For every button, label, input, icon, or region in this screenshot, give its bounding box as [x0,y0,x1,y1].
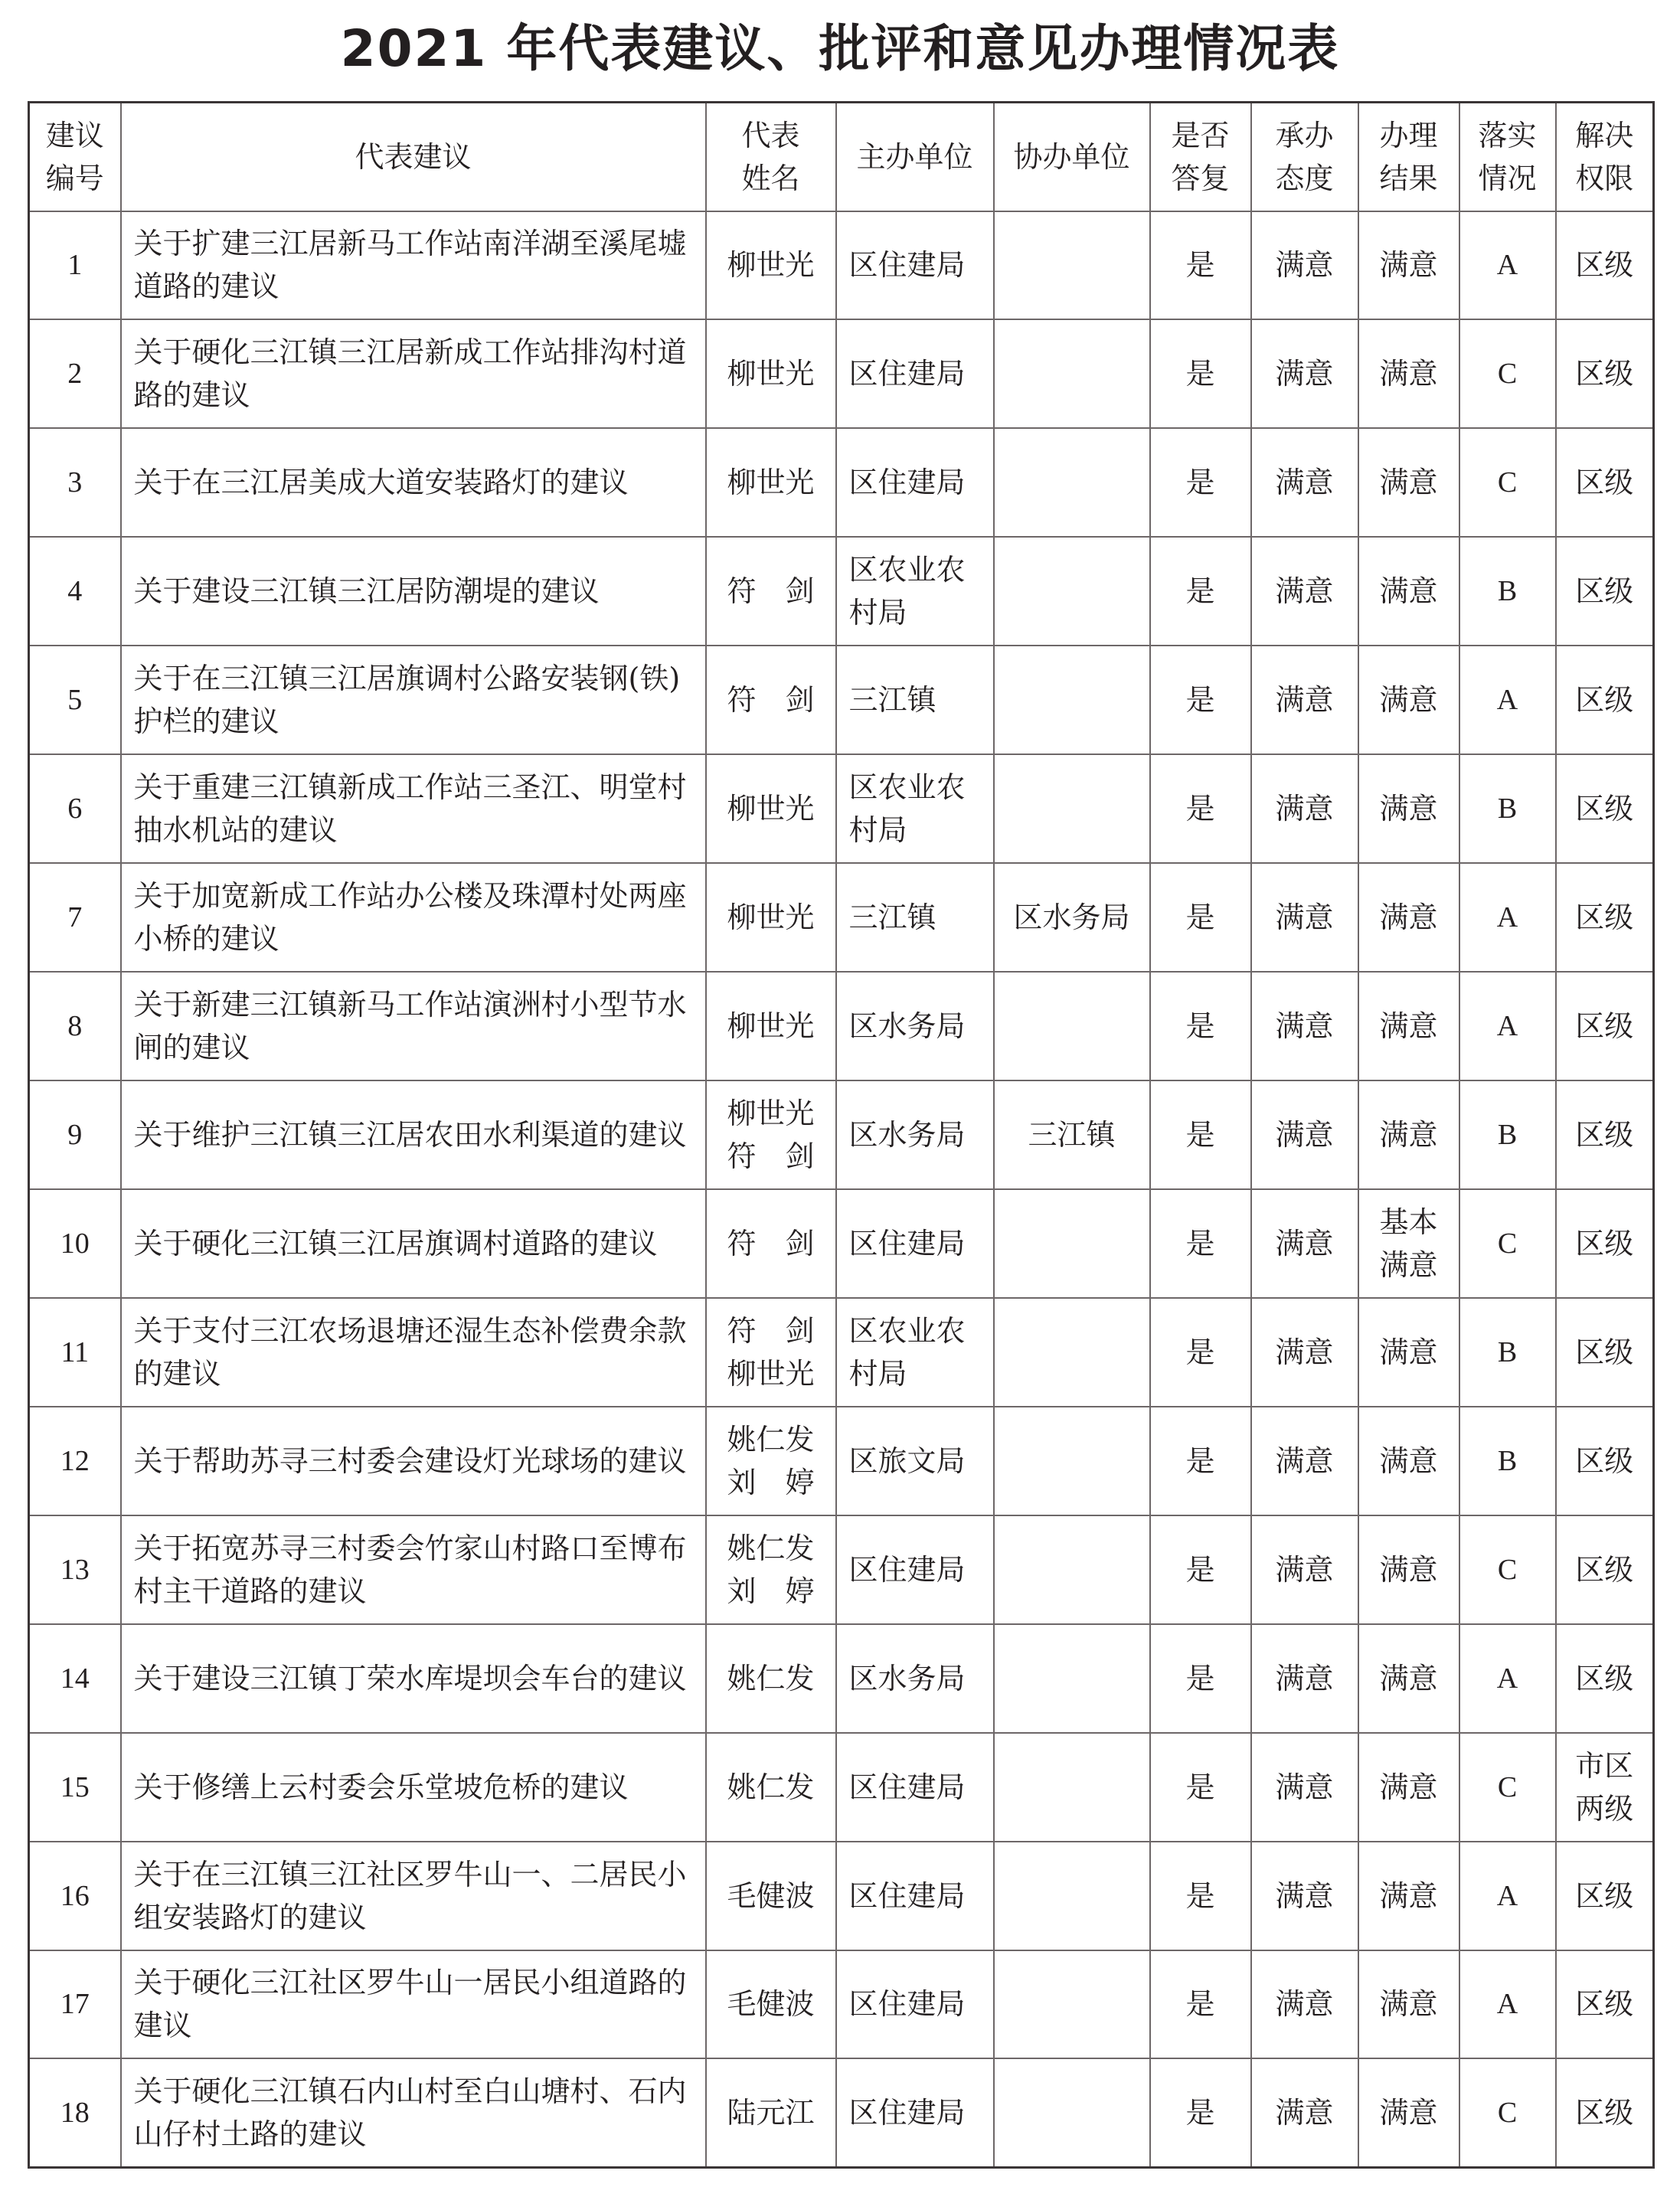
row-host-unit: 区住建局 [836,428,994,537]
row-cohost-unit: 区水务局 [994,863,1150,972]
row-implementation: C [1459,428,1556,537]
row-implementation: A [1459,211,1556,320]
representative-name: 柳世光 [727,901,815,935]
row-result: 满意 [1358,1733,1459,1842]
row-cohost-unit [994,537,1150,646]
table-row [29,1515,1654,1624]
row-id: 17 [29,1950,121,2059]
row-representatives [706,319,836,428]
row-replied: 是 [1150,972,1251,1080]
table-row [29,537,1654,646]
row-representatives [706,211,836,320]
row-cohost-unit [994,646,1150,754]
header-cohost: 协办单位 [994,103,1150,211]
row-content: 关于硬化三江镇三江居旗调村道路的建议 [121,1189,706,1298]
row-attitude: 满意 [1251,428,1358,537]
row-host-unit: 三江镇 [836,646,994,754]
row-host-unit: 区住建局 [836,1515,994,1624]
table-row [29,754,1654,863]
row-replied: 是 [1150,537,1251,646]
row-attitude: 满意 [1251,2058,1358,2167]
row-content: 关于加宽新成工作站办公楼及珠潭村处两座小桥的建议 [121,863,706,972]
row-authority: 区级 [1556,972,1654,1080]
row-id: 14 [29,1624,121,1733]
header-content: 代表建议 [121,103,706,211]
row-content: 关于硬化三江社区罗牛山一居民小组道路的建议 [121,1950,706,2059]
header-implementation: 落实 情况 [1459,103,1556,211]
row-content: 关于扩建三江居新马工作站南洋湖至溪尾墟道路的建议 [121,211,706,320]
table-row [29,646,1654,754]
table-row [29,2058,1654,2167]
table-row [29,1842,1654,1950]
row-host-unit: 区旅文局 [836,1407,994,1515]
row-result: 基本满意 [1358,1189,1459,1298]
row-content: 关于拓宽苏寻三村委会竹家山村路口至博布村主干道路的建议 [121,1515,706,1624]
row-host-unit: 区水务局 [836,1080,994,1189]
row-implementation: C [1459,1515,1556,1624]
row-replied: 是 [1150,754,1251,863]
row-attitude: 满意 [1251,1189,1358,1298]
row-replied: 是 [1150,1733,1251,1842]
row-authority: 区级 [1556,537,1654,646]
row-implementation: A [1459,1624,1556,1733]
row-host-unit: 区住建局 [836,1189,994,1298]
row-authority: 区级 [1556,1950,1654,2059]
row-content: 关于支付三江农场退塘还湿生态补偿费余款的建议 [121,1298,706,1407]
row-authority: 区级 [1556,1080,1654,1189]
row-replied: 是 [1150,428,1251,537]
row-cohost-unit [994,2058,1150,2167]
row-authority: 区级 [1556,211,1654,320]
row-result: 满意 [1358,211,1459,320]
row-attitude: 满意 [1251,1842,1358,1950]
row-cohost-unit [994,428,1150,537]
row-implementation: A [1459,1950,1556,2059]
row-result: 满意 [1358,428,1459,537]
representative-name: 符 剑 [727,683,815,718]
row-id: 13 [29,1515,121,1624]
row-replied: 是 [1150,1624,1251,1733]
representative-name: 符 剑 [727,1139,815,1173]
row-id: 8 [29,972,121,1080]
row-host-unit: 区农业农村局 [836,754,994,863]
page-title: 2021 年代表建议、批评和意见办理情况表 [340,19,1340,78]
row-representatives [706,1189,836,1298]
row-attitude: 满意 [1251,537,1358,646]
row-cohost-unit [994,1842,1150,1950]
representative-name: 姚仁发 [727,1770,815,1804]
row-cohost-unit [994,754,1150,863]
row-host-unit: 区住建局 [836,211,994,320]
row-authority: 区级 [1556,754,1654,863]
row-attitude: 满意 [1251,1515,1358,1624]
row-authority: 区级 [1556,1515,1654,1624]
row-authority: 区级 [1556,1298,1654,1407]
row-representatives [706,863,836,972]
row-result: 满意 [1358,754,1459,863]
table-row [29,1733,1654,1842]
header-result: 办理 结果 [1358,103,1459,211]
row-authority: 区级 [1556,2058,1654,2167]
row-id: 18 [29,2058,121,2167]
row-replied: 是 [1150,1189,1251,1298]
row-result: 满意 [1358,1080,1459,1189]
row-cohost-unit [994,319,1150,428]
representative-name: 符 剑 [727,1226,815,1260]
representative-name: 毛健波 [727,1878,815,1913]
representative-name: 柳世光 [727,1356,815,1391]
row-replied: 是 [1150,1515,1251,1624]
row-representatives [706,1624,836,1733]
table-header-row [29,103,1654,211]
row-representatives [706,1407,836,1515]
row-host-unit: 区住建局 [836,1950,994,2059]
row-attitude: 满意 [1251,1407,1358,1515]
row-implementation: B [1459,1407,1556,1515]
row-result: 满意 [1358,1407,1459,1515]
row-content: 关于建设三江镇丁荣水库堤坝会车台的建议 [121,1624,706,1733]
row-content: 关于修缮上云村委会乐堂坡危桥的建议 [121,1733,706,1842]
row-id: 6 [29,754,121,863]
header-authority: 解决 权限 [1556,103,1654,211]
row-id: 2 [29,319,121,428]
table-row [29,972,1654,1080]
row-replied: 是 [1150,1407,1251,1515]
row-cohost-unit [994,972,1150,1080]
header-replied: 是否 答复 [1150,103,1251,211]
table-row [29,1080,1654,1189]
row-id: 15 [29,1733,121,1842]
row-content: 关于硬化三江镇三江居新成工作站排沟村道路的建议 [121,319,706,428]
row-content: 关于硬化三江镇石内山村至白山塘村、石内山仔村土路的建议 [121,2058,706,2167]
row-representatives [706,1080,836,1189]
row-representatives [706,972,836,1080]
header-attitude: 承办 态度 [1251,103,1358,211]
row-attitude: 满意 [1251,754,1358,863]
representative-name: 刘 婷 [727,1574,815,1608]
header-id: 建议 编号 [29,103,121,211]
row-cohost-unit [994,211,1150,320]
row-host-unit: 区水务局 [836,1624,994,1733]
row-authority: 区级 [1556,319,1654,428]
table-row [29,428,1654,537]
suggestions-table [28,101,1655,2169]
row-authority: 区级 [1556,863,1654,972]
row-host-unit: 区住建局 [836,2058,994,2167]
row-representatives [706,1298,836,1407]
row-authority: 区级 [1556,646,1654,754]
row-implementation: C [1459,1189,1556,1298]
row-content: 关于建设三江镇三江居防潮堤的建议 [121,537,706,646]
row-cohost-unit [994,1298,1150,1407]
table-row [29,319,1654,428]
row-attitude: 满意 [1251,211,1358,320]
representative-name: 毛健波 [727,1987,815,2022]
representative-name: 柳世光 [727,792,815,826]
row-authority: 区级 [1556,1189,1654,1298]
row-attitude: 满意 [1251,1080,1358,1189]
row-result: 满意 [1358,1950,1459,2059]
table-row [29,211,1654,320]
row-host-unit: 区农业农村局 [836,1298,994,1407]
row-content: 关于重建三江镇新成工作站三圣江、明堂村抽水机站的建议 [121,754,706,863]
row-cohost-unit [994,1624,1150,1733]
row-attitude: 满意 [1251,1950,1358,2059]
representative-name: 符 剑 [727,1313,815,1348]
row-result: 满意 [1358,863,1459,972]
row-authority: 区级 [1556,1407,1654,1515]
row-implementation: B [1459,754,1556,863]
representative-name: 姚仁发 [727,1422,815,1456]
row-replied: 是 [1150,211,1251,320]
row-attitude: 满意 [1251,319,1358,428]
representative-name: 柳世光 [727,1009,815,1044]
row-replied: 是 [1150,1842,1251,1950]
row-result: 满意 [1358,319,1459,428]
row-representatives [706,1515,836,1624]
table-row [29,1189,1654,1298]
table-row [29,1624,1654,1733]
representative-name: 柳世光 [727,248,815,283]
row-representatives [706,2058,836,2167]
row-replied: 是 [1150,2058,1251,2167]
row-attitude: 满意 [1251,863,1358,972]
table-row [29,1298,1654,1407]
row-content: 关于在三江镇三江居旗调村公路安装钢(铁)护栏的建议 [121,646,706,754]
row-content: 关于在三江居美成大道安装路灯的建议 [121,428,706,537]
row-replied: 是 [1150,1080,1251,1189]
row-cohost-unit: 三江镇 [994,1080,1150,1189]
row-replied: 是 [1150,1298,1251,1407]
row-implementation: B [1459,1298,1556,1407]
row-cohost-unit [994,1950,1150,2059]
row-cohost-unit [994,1733,1150,1842]
row-attitude: 满意 [1251,972,1358,1080]
row-replied: 是 [1150,863,1251,972]
row-attitude: 满意 [1251,1733,1358,1842]
representative-name: 柳世光 [727,357,815,391]
row-implementation: C [1459,1733,1556,1842]
row-content: 关于维护三江镇三江居农田水利渠道的建议 [121,1080,706,1189]
row-implementation: A [1459,1842,1556,1950]
row-id: 1 [29,211,121,320]
row-result: 满意 [1358,1624,1459,1733]
row-representatives [706,537,836,646]
row-implementation: B [1459,1080,1556,1189]
row-id: 16 [29,1842,121,1950]
row-id: 11 [29,1298,121,1407]
row-implementation: C [1459,319,1556,428]
table-row [29,1407,1654,1515]
row-representatives [706,646,836,754]
row-host-unit: 区住建局 [836,1842,994,1950]
row-result: 满意 [1358,537,1459,646]
representative-name: 姚仁发 [727,1661,815,1695]
table-body [29,211,1654,2168]
row-host-unit: 区住建局 [836,319,994,428]
header-host: 主办单位 [836,103,994,211]
header-rep: 代表 姓名 [706,103,836,211]
row-implementation: A [1459,863,1556,972]
row-representatives [706,428,836,537]
representative-name: 刘 婷 [727,1465,815,1499]
row-replied: 是 [1150,646,1251,754]
row-result: 满意 [1358,972,1459,1080]
row-attitude: 满意 [1251,1298,1358,1407]
row-attitude: 满意 [1251,646,1358,754]
row-result: 满意 [1358,2058,1459,2167]
row-host-unit: 区水务局 [836,972,994,1080]
row-cohost-unit [994,1515,1150,1624]
row-result: 满意 [1358,1842,1459,1950]
row-host-unit: 区住建局 [836,1733,994,1842]
row-content: 关于帮助苏寻三村委会建设灯光球场的建议 [121,1407,706,1515]
row-id: 7 [29,863,121,972]
representative-name: 柳世光 [727,1096,815,1130]
row-result: 满意 [1358,1515,1459,1624]
row-authority: 区级 [1556,1842,1654,1950]
row-id: 5 [29,646,121,754]
representative-name: 柳世光 [727,466,815,500]
row-representatives [706,1842,836,1950]
row-host-unit: 区农业农村局 [836,537,994,646]
row-representatives [706,1733,836,1842]
representative-name: 符 剑 [727,574,815,609]
row-authority: 区级 [1556,1624,1654,1733]
row-id: 10 [29,1189,121,1298]
row-id: 3 [29,428,121,537]
row-implementation: B [1459,537,1556,646]
row-authority: 区级 [1556,428,1654,537]
row-id: 9 [29,1080,121,1189]
row-host-unit: 三江镇 [836,863,994,972]
row-implementation: A [1459,972,1556,1080]
row-content: 关于新建三江镇新马工作站演洲村小型节水闸的建议 [121,972,706,1080]
table-row [29,1950,1654,2059]
row-cohost-unit [994,1189,1150,1298]
row-id: 4 [29,537,121,646]
row-attitude: 满意 [1251,1624,1358,1733]
row-cohost-unit [994,1407,1150,1515]
row-implementation: C [1459,2058,1556,2167]
row-authority: 市区两级 [1556,1733,1654,1842]
table-row [29,863,1654,972]
row-replied: 是 [1150,319,1251,428]
row-result: 满意 [1358,646,1459,754]
row-representatives [706,754,836,863]
representative-name: 姚仁发 [727,1531,815,1565]
representative-name: 陆元江 [727,2096,815,2130]
row-content: 关于在三江镇三江社区罗牛山一、二居民小组安装路灯的建议 [121,1842,706,1950]
row-representatives [706,1950,836,2059]
row-implementation: A [1459,646,1556,754]
row-id: 12 [29,1407,121,1515]
row-replied: 是 [1150,1950,1251,2059]
row-result: 满意 [1358,1298,1459,1407]
